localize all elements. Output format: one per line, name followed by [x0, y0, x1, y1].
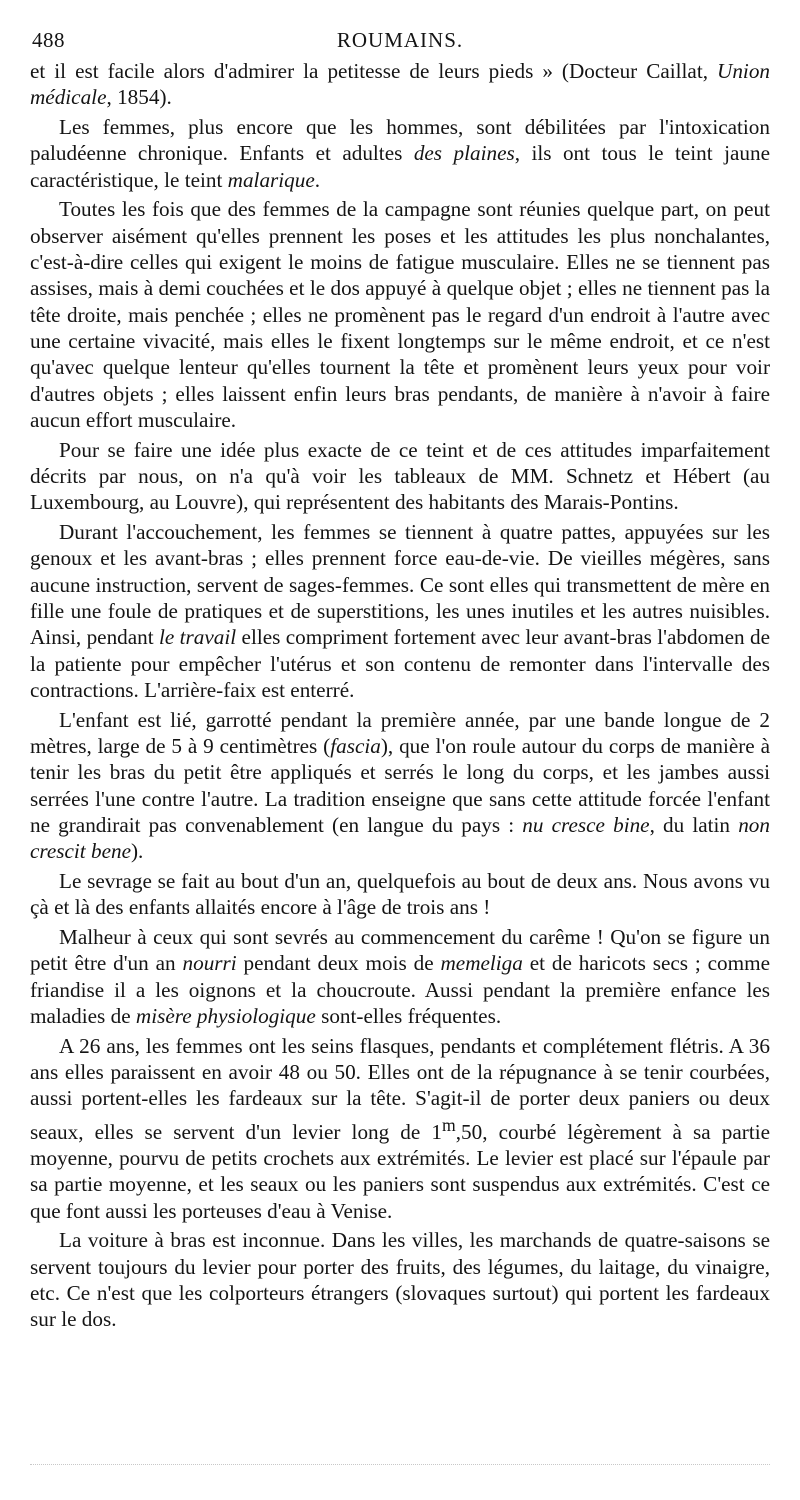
italic-run: memeliga	[440, 951, 523, 976]
text-run: .	[314, 167, 321, 192]
running-title: ROUMAINS.	[336, 28, 464, 52]
paragraph-sevrage	[30, 868, 770, 921]
paragraph-continuation	[30, 58, 770, 111]
text-run: pendant deux mois de	[236, 951, 441, 976]
italic-run: des plaines	[413, 141, 515, 166]
italic-run: non crescit bene	[30, 812, 770, 864]
italic-run: malarique	[227, 167, 315, 192]
text-run: Pour se faire une idée plus exacte de ce teint et de ces attitudes imparfaitement décrits par nous, on n'a qu'à voir les tableaux de MM. Schnetz et Hébert (au Luxembourg, au Louvre), qui représentent des habitants des Marais-Pontins.	[30, 437, 770, 515]
text-run: ), que l'on roule autour du corps de manière à tenir les bras du petit être appliqués et serrés le long du corps, et les jambes aussi serrées l'une contre l'autre. La tradition enseigne que sans cette attitude forcée l'enfant ne grandirait pas convenablement (en langue du pays :	[30, 733, 770, 837]
text-run: Durant l'accouchement, les femmes se tiennent à quatre pattes, appuyées sur les genoux et les avant-bras ; elles prennent force eau-de-vie. De vieilles mégères, sans aucune instruction, servent de sages-femmes. Ce sont elles qui transmettent de mère en fille une foule de pratiques et de superstitions, les unes inutiles et les autres nuisibles. Ainsi, pendant	[30, 520, 770, 650]
paragraph-accouchement	[30, 519, 770, 703]
page-number: 488	[32, 28, 65, 52]
superscript-unit: m	[442, 1114, 456, 1135]
text-run: L'enfant est lié, garrotté pendant la première année, par une bande longue de 2 mètres, large de 5 à 9 centimètres (	[30, 707, 770, 758]
book-page	[30, 22, 770, 1333]
text-run: Les femmes, plus encore que les hommes, sont débilitées par l'intoxication paludéenne chronique. Enfants et adultes	[30, 115, 770, 166]
text-run: Malheur à ceux qui sont sevrés au commencement du carême ! Qu'on se figure un petit être d'un an	[30, 925, 770, 976]
body-text	[30, 58, 770, 1333]
text-run: La voiture à bras est inconnue. Dans les villes, les marchands de quatre-saisons se servent toujours du levier pour porter des fruits, des légumes, du laitage, du vinaigre, etc. Ce n'est que les colporteurs étrangers (slovaques surtout) qui portent les fardeaux sur le dos.	[30, 1228, 770, 1332]
paragraph-voiture	[30, 1227, 770, 1332]
italic-run: Union médicale	[30, 59, 770, 110]
paragraph-enfant	[30, 707, 770, 865]
paragraph-intoxication	[30, 114, 770, 193]
text-run: Le sevrage se fait au bout d'un an, quelquefois au bout de deux ans. Nous avons vu çà et là des enfants allaités encore à l'âge de trois ans !	[30, 868, 770, 920]
text-run: ).	[130, 839, 144, 864]
text-run: ,50, courbé légèrement à sa partie moyenne, pourvu de petits crochets aux extrémités. Le levier est placé sur l'épaule par sa partie moyenne, et les seaux ou les paniers sont suspendus aux extrémités. C'est ce que font aussi les porteuses d'eau à Venise.	[30, 1119, 770, 1223]
text-run: sont-elles fréquentes.	[315, 1003, 502, 1028]
text-run: , 1854).	[106, 85, 172, 110]
text-run: et il est facile alors d'admirer la petitesse de leurs pieds » (Docteur Caillat,	[30, 59, 718, 83]
text-run: , du latin	[649, 812, 739, 837]
text-run: et de haricots secs ; comme friandise il a les oignons et la choucroute. Aussi pendant la première enfance les maladies de	[30, 951, 771, 1028]
text-run: elles compriment fortement avec leur avant-bras l'abdomen de la patiente pour empêcher l'utérus et son contenu de remonter dans l'intervalle des contractions. L'arrière-faix est enterré.	[30, 625, 770, 702]
running-head	[30, 22, 770, 58]
paragraph-attitudes	[30, 196, 770, 433]
scan-dotted-rule	[30, 1464, 770, 1469]
italic-run: nu cresce bine	[522, 812, 650, 837]
text-run: Toutes les fois que des femmes de la campagne sont réunies quelque part, on peut observer aisément qu'elles prennent les poses et les attitudes les plus nonchalantes, c'est-à-dire celles qui exigent le moins de fatigue musculaire. Elles ne se tiennent pas assises, mais à demi couchées et le dos appuyé à quelque objet ; elles ne tiennent pas la tête droite, mais penchée ; elles ne promènent pas le regard d'un endroit à l'autre avec une certaine vivacité, mais elles le fixent longtemps sur le même endroit, et ce n'est qu'avec quelque lenteur qu'elles tournent la tête et promènent leurs yeux pour voir d'autres objets ; elles laissent enfin leurs bras pendants, de manière à n'avoir à faire aucun effort musculaire.	[30, 197, 770, 432]
text-run: A 26 ans, les femmes ont les seins flasques, pendants et complétement flétris. A 36 ans elles paraissent en avoir 48 ou 50. Elles ont de la répugnance à se tenir courbées, aussi portent-elles les fardeaux sur la tête. S'agit-il de porter deux paniers ou deux seaux, elles se servent d'un levier long de 1	[30, 1033, 770, 1144]
italic-run: le travail	[159, 625, 237, 650]
paragraph-tableaux	[30, 437, 770, 516]
italic-run: nourri	[182, 951, 237, 976]
text-run: , ils ont tous le teint jaune caractéristique, le teint	[30, 141, 770, 192]
italic-run: fascia	[330, 733, 381, 758]
italic-run: misère physiologique	[135, 1003, 316, 1028]
paragraph-careme	[30, 924, 770, 1029]
paragraph-femmes-age	[30, 1033, 770, 1224]
